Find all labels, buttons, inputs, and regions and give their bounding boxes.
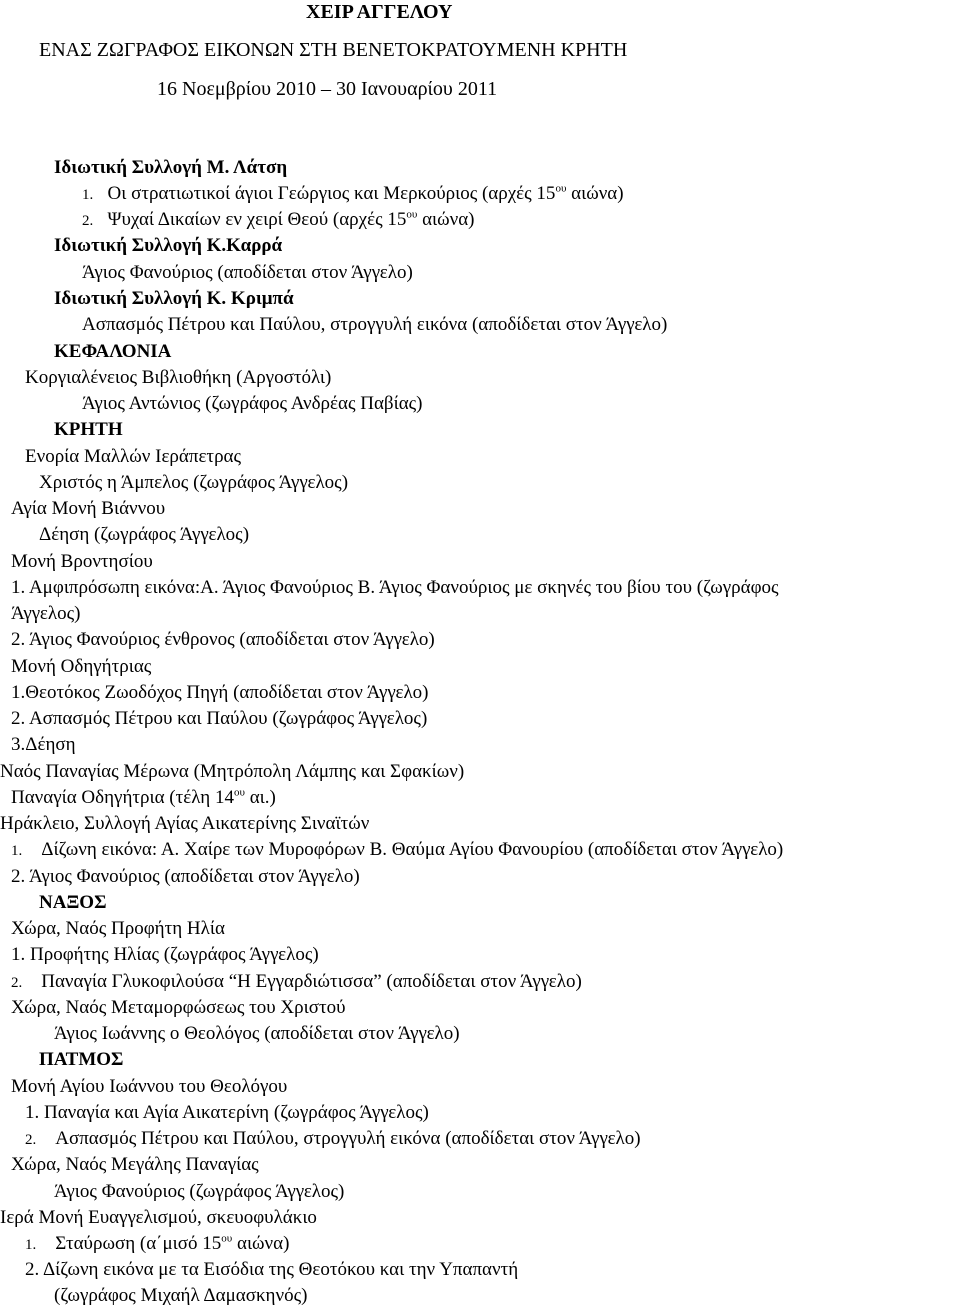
list-item: 2. Άγιος Φανούριος (αποδίδεται στον Άγγελο): [11, 866, 360, 887]
location-heading: Ενορία Μαλλών Ιεράπετρας: [25, 446, 242, 467]
location-heading: Μονή Αγίου Ιωάννου του Θεολόγου: [11, 1076, 288, 1097]
list-item: Χριστός η Άμπελος (ζωγράφος Άγγελος): [39, 472, 349, 493]
list-item: [11, 839, 783, 862]
location-heading: Μονή Οδηγήτριας: [11, 656, 152, 677]
item-text: αιώνα): [566, 183, 624, 204]
superscript: ου: [233, 786, 245, 799]
location-heading: Ιερά Μονή Ευαγγελισμού, σκευοφυλάκιο: [0, 1207, 317, 1228]
item-number: 2.: [11, 975, 23, 991]
item-text: Οι στρατιωτικοί άγιοι Γεώργιος και Μερκούριος (αρχές 15: [107, 183, 556, 204]
region-heading-naxos: ΝΑΞΟΣ: [39, 892, 107, 913]
location-heading: Μονή Βροντησίου: [11, 551, 153, 572]
item-text: Ασπασμός Πέτρου και Παύλου, στρογγυλή εικόνα (αποδίδεται στον Άγγελο): [55, 1128, 641, 1149]
item-text: αιώνα): [232, 1233, 290, 1254]
location-heading: Χώρα, Ναός Προφήτη Ηλία: [11, 918, 225, 939]
list-item: 1. Προφήτης Ηλίας (ζωγράφος Άγγελος): [11, 944, 319, 965]
superscript: ου: [221, 1232, 233, 1245]
list-item: 1.Θεοτόκος Ζωοδόχος Πηγή (αποδίδεται στον Άγγελο): [11, 682, 429, 703]
item-text: Παναγία Γλυκοφιλούσα “Η Εγγαρδιώτισσα” (αποδίδεται στον Άγγελο): [41, 971, 582, 992]
list-item: Άγιος Ιωάννης ο Θεολόγος (αποδίδεται στον Άγγελο): [54, 1023, 460, 1044]
location-heading: Ηράκλειο, Συλλογή Αγίας Αικατερίνης Σιναϊτών: [0, 813, 370, 834]
region-heading-patmos: ΠΑΤΜΟΣ: [39, 1049, 124, 1070]
list-item: Άγιος Φανούριος (ζωγράφος Άγγελος): [54, 1181, 345, 1202]
item-number: 2.: [82, 213, 94, 229]
list-item: [11, 787, 276, 809]
list-item: 1. Παναγία και Αγία Αικατερίνη (ζωγράφος Άγγελος): [25, 1102, 429, 1123]
item-text: Σταύρωση (α΄μισό 15: [55, 1233, 222, 1254]
item-number: 2.: [25, 1132, 37, 1148]
item-text: Ψυχαί Δικαίων εν χειρί Θεού (αρχές 15: [107, 209, 407, 230]
collection-heading-karra: Ιδιωτική Συλλογή Κ.Καρρά: [54, 235, 283, 256]
list-item: [25, 1233, 289, 1256]
location-heading: Χώρα, Ναός Μεταμορφώσεως του Χριστού: [11, 997, 346, 1018]
list-item: [25, 1128, 641, 1151]
list-item: Άγιος Αντώνιος (ζωγράφος Ανδρέας Παβίας): [82, 393, 423, 414]
location-heading: Αγία Μονή Βιάννου: [11, 498, 166, 519]
superscript: ου: [555, 182, 567, 195]
list-item: Άγιος Φανούριος (αποδίδεται στον Άγγελο): [82, 262, 413, 283]
page-title: ΧΕΙΡ ΑΓΓΕΛΟΥ: [306, 1, 453, 23]
item-text: Δίζωνη εικόνα: Α. Χαίρε των Μυροφόρων Β. Θαύμα Αγίου Φανουρίου (αποδίδεται στον Άγγελο): [41, 839, 784, 860]
location-heading: Χώρα, Ναός Μεγάλης Παναγίας: [11, 1154, 259, 1175]
item-number: 1.: [11, 843, 23, 859]
region-heading-kriti: ΚΡΗΤΗ: [54, 419, 123, 440]
list-item: Ασπασμός Πέτρου και Παύλου, στρογγυλή εικόνα (αποδίδεται στον Άγγελο): [82, 314, 668, 335]
item-number: 1.: [25, 1237, 37, 1253]
list-item-continued: Άγγελος): [11, 603, 81, 624]
superscript: ου: [406, 208, 418, 221]
region-heading-kefalonia: ΚΕΦΑΛΟΝΙΑ: [54, 341, 172, 362]
list-item: Δέηση (ζωγράφος Άγγελος): [39, 524, 250, 545]
list-item: 2. Άγιος Φανούριος ένθρονος (αποδίδεται στον Άγγελο): [11, 629, 435, 650]
location-heading: Κοργιαλένειος Βιβλιοθήκη (Αργοστόλι): [25, 367, 332, 388]
list-item-continued: (ζωγράφος Μιχαήλ Δαμασκηνός): [54, 1285, 308, 1306]
list-item: 1. Αμφιπρόσωπη εικόνα:Α. Άγιος Φανούριος Β. Άγιος Φανούριος με σκηνές του βίου του (ζωγράφος: [11, 577, 779, 598]
exhibition-dates: 16 Νοεμβρίου 2010 – 30 Ιανουαρίου 2011: [157, 78, 498, 100]
exhibition-subtitle: ΕΝΑΣ ΖΩΓΡΑΦΟΣ ΕΙΚΟΝΩΝ ΣΤΗ ΒΕΝΕΤΟΚΡΑΤΟΥΜΕΝΗ ΚΡΗΤΗ: [39, 39, 628, 61]
collection-heading-krimpa: Ιδιωτική Συλλογή Κ. Κριμπά: [54, 288, 294, 309]
item-text: αιώνα): [417, 209, 475, 230]
item-number: 1.: [82, 187, 94, 203]
item-text: αι.): [244, 787, 276, 808]
list-item: [82, 209, 475, 232]
collection-heading-latsis: Ιδιωτική Συλλογή Μ. Λάτση: [54, 157, 288, 178]
list-item: [82, 183, 624, 206]
list-item: 2. Δίζωνη εικόνα με τα Εισόδια της Θεοτόκου και την Υπαπαντή: [25, 1259, 519, 1280]
location-heading: Ναός Παναγίας Μέρωνα (Μητρόπολη Λάμπης και Σφακίων): [0, 761, 465, 782]
list-item: [11, 971, 582, 994]
list-item: 3.Δέηση: [11, 734, 76, 755]
list-item: 2. Ασπασμός Πέτρου και Παύλου (ζωγράφος Άγγελος): [11, 708, 428, 729]
item-text: Παναγία Οδηγήτρια (τέλη 14: [11, 787, 234, 808]
